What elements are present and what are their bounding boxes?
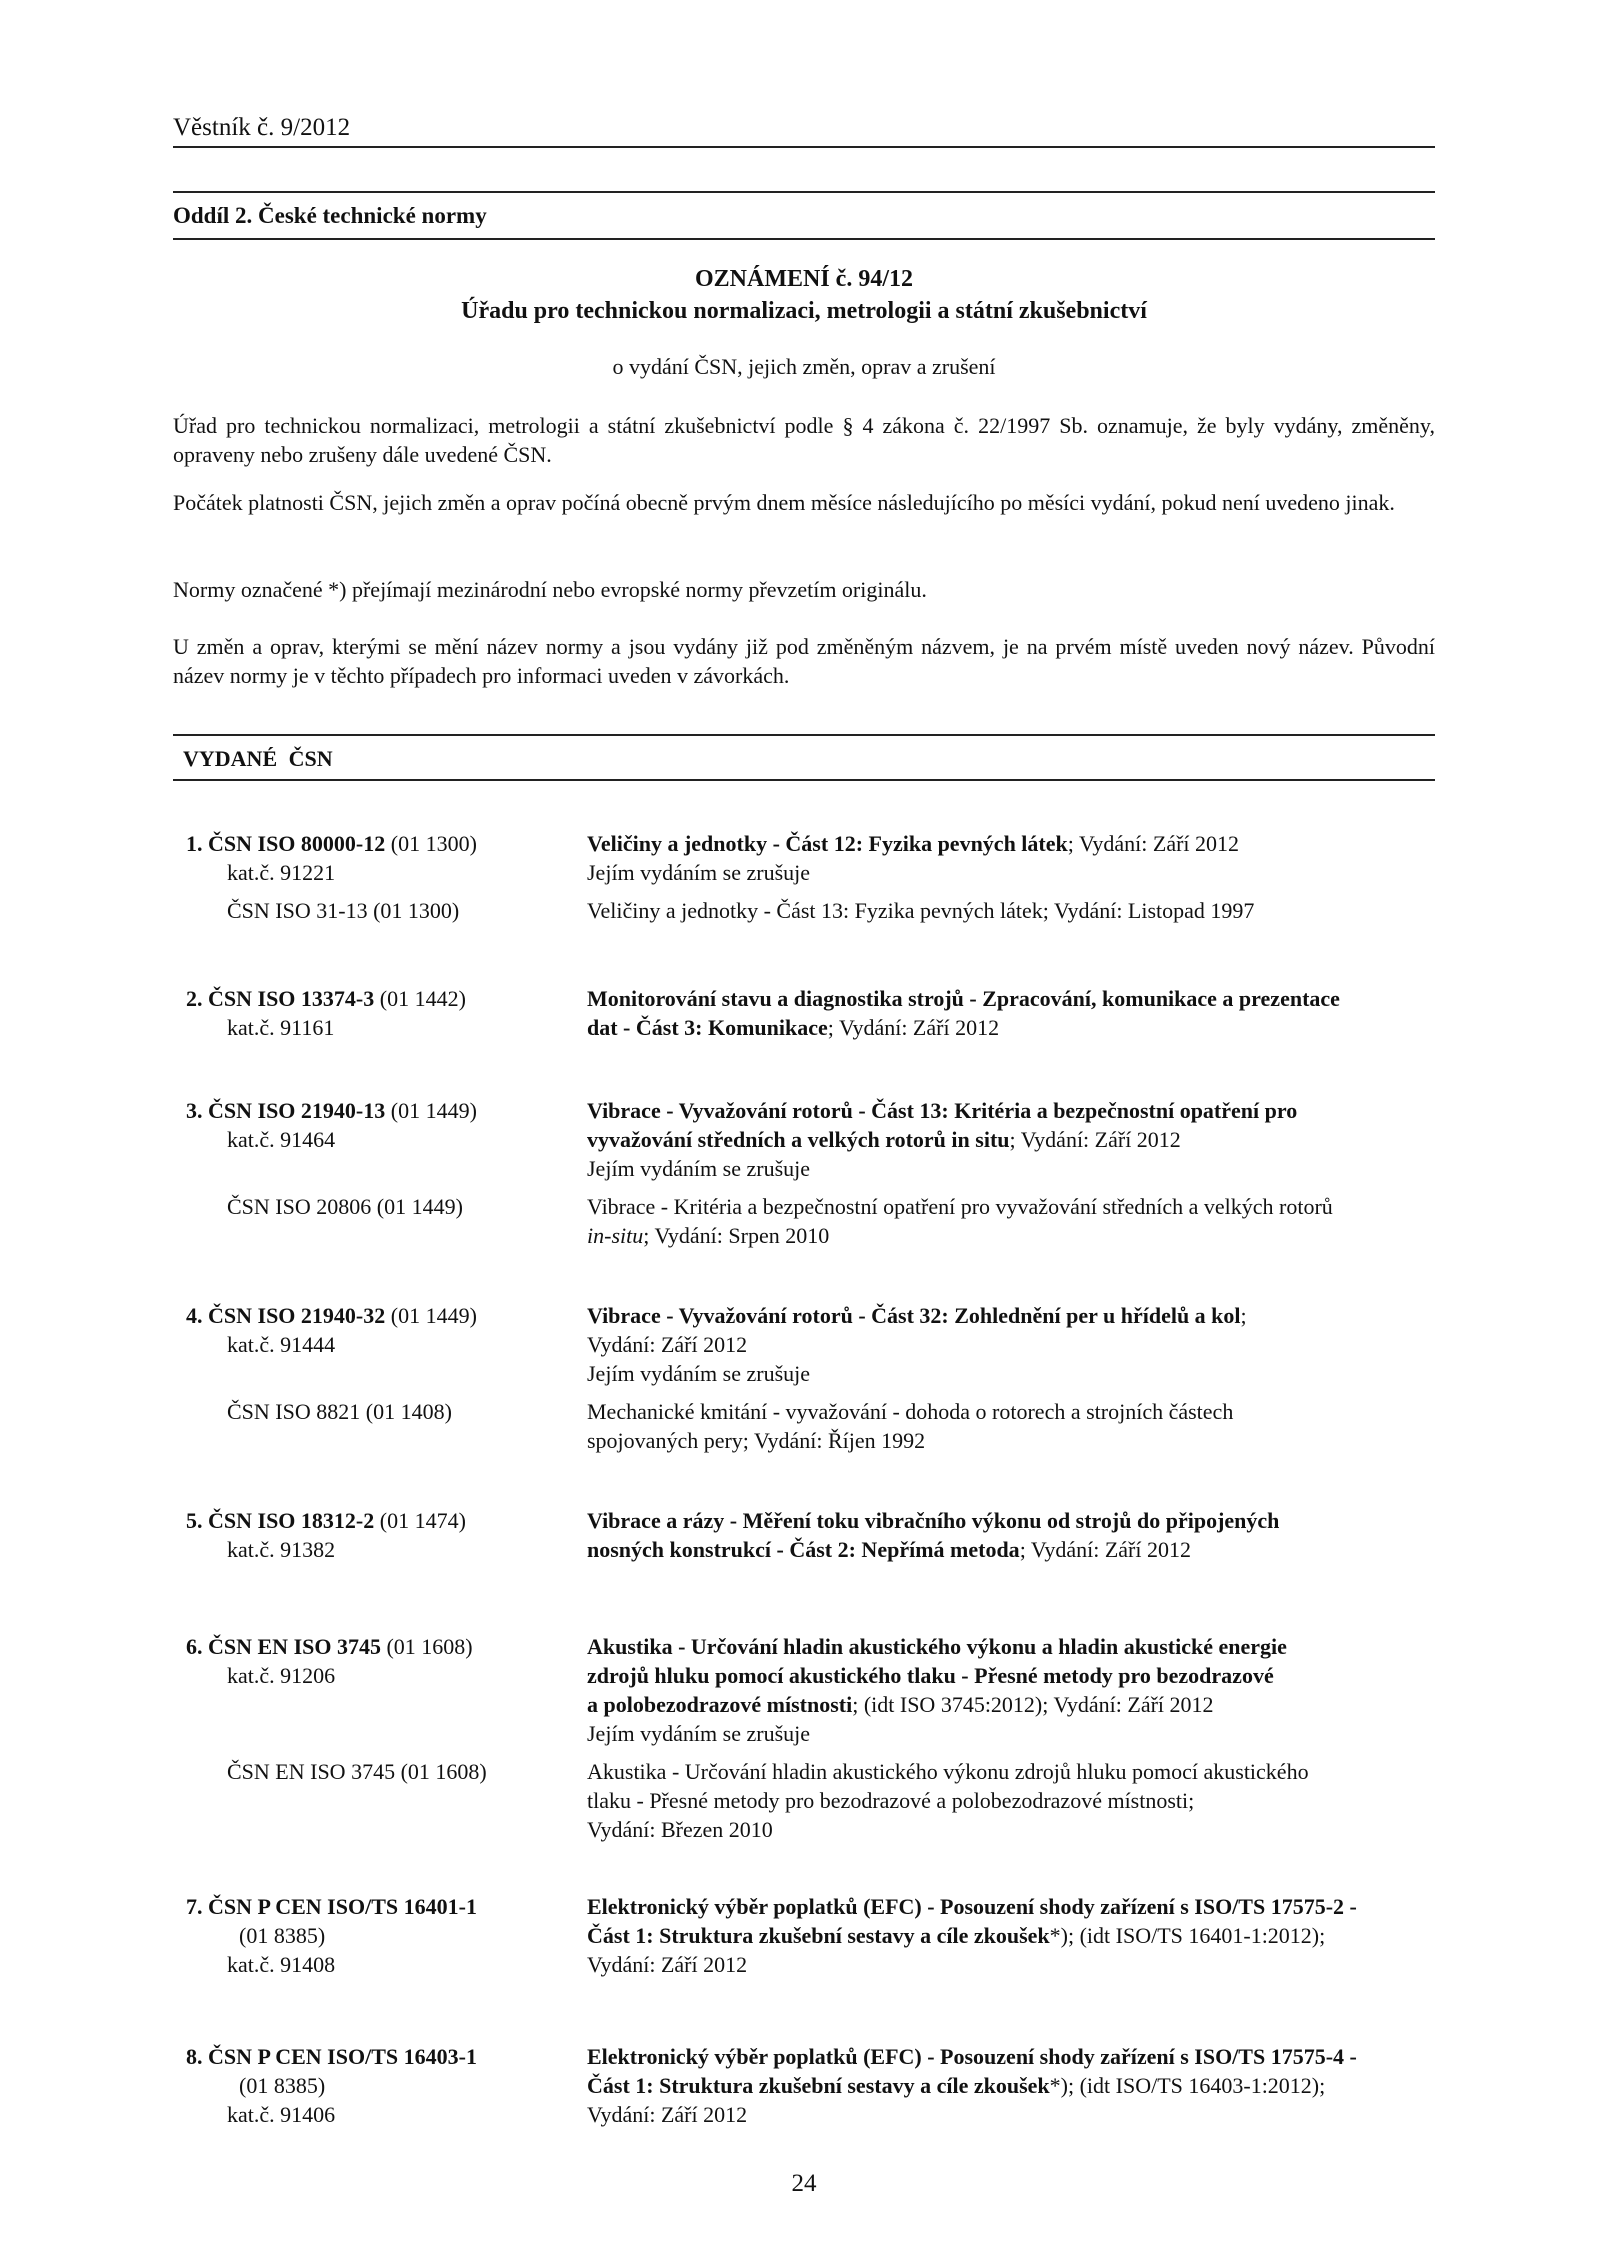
standard-title: Vibrace - Vyvažování rotorů - Část 13: Kritéria a bezpečnostní opatření pro [587,1098,1298,1123]
cancelled-standard-code: ČSN ISO 20806 (01 1449) [227,1194,463,1219]
cancels-label: Jejím vydáním se zrušuje [587,1361,811,1386]
notice-subject: o vydání ČSN, jejich změn, oprav a zrušení [612,354,996,379]
standard-title: Elektronický výběr poplatků (EFC) - Posouzení shody zařízení s ISO/TS 17575-2 - [587,1894,1357,1919]
cancelled-standard-code: ČSN ISO 8821 (01 1408) [227,1399,452,1424]
page-number: 24 [791,2170,817,2197]
cancelled-standard-title: Veličiny a jednotky - Část 13: Fyzika pevných látek; Vydání: Listopad 1997 [587,898,1255,923]
section-top-rule [173,191,1435,193]
standard-title: Monitorování stavu a diagnostika strojů - Zpracování, komunikace a prezentace [587,986,1340,1011]
standard-class: (01 8385) [239,1923,326,1948]
standard-class: (01 1449) [390,1098,477,1123]
validity-paragraph: Počátek platnosti ČSN, jejich změn a oprav počíná obecně prvým dnem měsíce následujícího po měsíci vydání, pokud není uvedeno jinak. [173,490,1395,515]
issued-date: Vydání: Září 2012 [587,2102,748,2127]
catalog-number: kat.č. 91382 [227,1537,336,1562]
rename-paragraph: U změn a oprav, kterými se mění název normy a jsou vydány již pod změněným názvem, je na prvém místě uveden nový název. Původní název normy je v těchto případech pro informaci uveden v závorkách. [173,634,1435,688]
cancels-label: Jejím vydáním se zrušuje [587,1721,811,1746]
catalog-number: kat.č. 91444 [227,1332,336,1357]
notice-issuer: Úřadu pro technickou normalizaci, metrologii a státní zkušebnictví [461,298,1147,324]
section-title: Oddíl 2. České technické normy [173,203,487,228]
catalog-number: kat.č. 91206 [227,1663,336,1688]
standard-code: 5. ČSN ISO 18312-2 [186,1508,375,1533]
standard-title: Vibrace a rázy - Měření toku vibračního výkonu od strojů do připojených [587,1508,1280,1533]
cancelled-standard-title: Vibrace - Kritéria a bezpečnostní opatření pro vyvažování středních a velkých rotorů [587,1194,1333,1219]
catalog-number: kat.č. 91221 [227,860,336,885]
catalog-number: kat.č. 91406 [227,2102,336,2127]
standard-class: (01 1474) [379,1508,466,1533]
header-rule [173,146,1435,148]
list-top-rule [173,734,1435,736]
cancelled-standard-code: ČSN EN ISO 3745 (01 1608) [227,1759,487,1784]
catalog-number: kat.č. 91161 [227,1015,335,1040]
issued-date: Vydání: Září 2012 [587,1952,748,1977]
standard-code: 3. ČSN ISO 21940-13 [186,1098,386,1123]
journal-header: Věstník č. 9/2012 [173,114,351,141]
notice-title: OZNÁMENÍ č. 94/12 [695,266,913,292]
catalog-number: kat.č. 91464 [227,1127,336,1152]
standard-title: Vibrace - Vyvažování rotorů - Část 32: Zohlednění per u hřídelů a kol [587,1303,1241,1328]
cancelled-standard-code: ČSN ISO 31-13 (01 1300) [227,898,460,923]
cancelled-standard-title: Akustika - Určování hladin akustického výkonu zdrojů hluku pomocí akustického [587,1759,1309,1784]
standard-code: 2. ČSN ISO 13374-3 [186,986,375,1011]
standard-code: 7. ČSN P CEN ISO/TS 16401-1 [186,1894,477,1919]
standard-class: (01 1449) [390,1303,477,1328]
standard-class: (01 1608) [386,1634,473,1659]
standard-code: 6. ČSN EN ISO 3745 [186,1634,381,1659]
standard-class: (01 8385) [239,2073,326,2098]
intro-paragraph: Úřad pro technickou normalizaci, metrologii a státní zkušebnictví podle § 4 zákona č. 22/1997 Sb. oznamuje, že byly vydány, změněny, opraveny nebo zrušeny dále uvedené ČSN. [173,413,1435,467]
section-bottom-rule [173,238,1435,240]
cancelled-standard-title: Mechanické kmitání - vyvažování - dohoda o rotorech a strojních částech [587,1399,1234,1424]
cancels-label: Jejím vydáním se zrušuje [587,860,811,885]
standard-title: Akustika - Určování hladin akustického výkonu a hladin akustické energie [587,1634,1287,1659]
adoption-paragraph: Normy označené *) přejímají mezinárodní nebo evropské normy převzetím originálu. [173,577,927,602]
catalog-number: kat.č. 91408 [227,1952,336,1977]
list-bottom-rule [173,779,1435,781]
standard-title: Elektronický výběr poplatků (EFC) - Posouzení shody zařízení s ISO/TS 17575-4 - [587,2044,1357,2069]
standard-class: (01 1442) [379,986,466,1011]
standard-title: Veličiny a jednotky - Část 12: Fyzika pevných látek [587,831,1068,856]
list-heading: VYDANÉ ČSN [183,746,333,771]
standard-code: 4. ČSN ISO 21940-32 [186,1303,386,1328]
issued-date: Vydání: Září 2012 [587,1332,748,1357]
standard-class: (01 1300) [390,831,477,856]
standard-code: 8. ČSN P CEN ISO/TS 16403-1 [186,2044,477,2069]
cancels-label: Jejím vydáním se zrušuje [587,1156,811,1181]
standard-code: 1. ČSN ISO 80000-12 [186,831,386,856]
